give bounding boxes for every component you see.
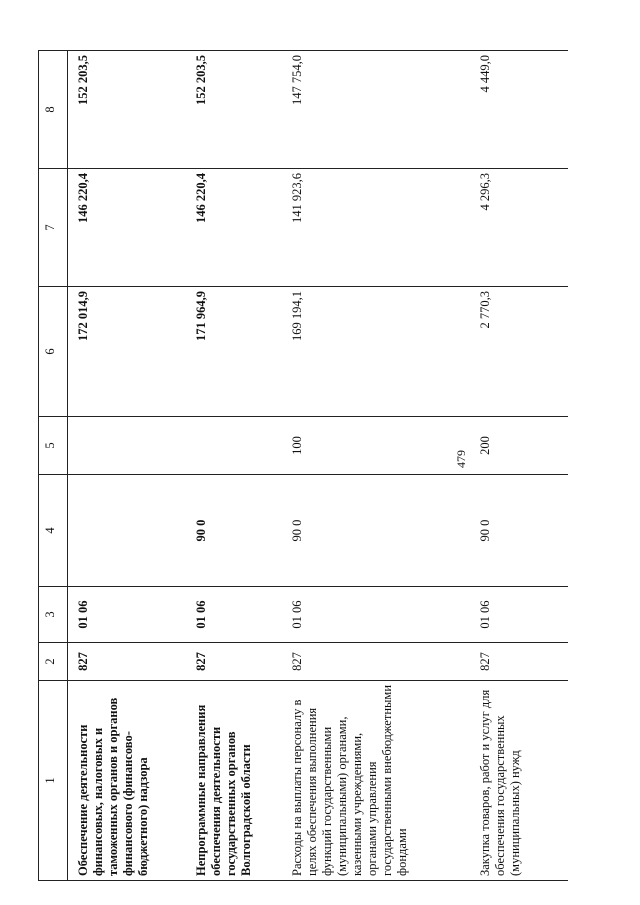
column-header: 3 — [39, 587, 68, 643]
section-code-cell: 01 06 — [470, 587, 568, 643]
budget-table — [38, 50, 568, 881]
row-name-cell: Обеспечение деятельности финансовых, налоговых и таможенных органов и органов финансового (финансово-бюджетного) надзора — [68, 681, 186, 881]
section-code-cell: 01 06 — [186, 587, 282, 643]
sum-year-1-cell: 171 964,9 — [186, 287, 282, 417]
section-code-cell: 01 06 — [68, 587, 186, 643]
table-row — [186, 51, 282, 881]
page-number: 479 — [454, 450, 468, 468]
sum-year-2-cell: 141 923,6 — [282, 169, 470, 287]
row-name-cell: Закупка товаров, работ и услуг для обеспечения государственных (муниципальных) нужд — [470, 681, 568, 881]
sum-year-2-cell: 146 220,4 — [186, 169, 282, 287]
expense-type-cell — [186, 417, 282, 475]
agency-code-cell: 827 — [470, 643, 568, 681]
column-header: 5 — [39, 417, 68, 475]
row-name-cell: Непрограммные направления обеспечения деятельности государственных органов Волгоградской области — [186, 681, 282, 881]
sum-year-2-cell: 146 220,4 — [68, 169, 186, 287]
sum-year-1-cell: 169 194,1 — [282, 287, 470, 417]
agency-code-cell: 827 — [186, 643, 282, 681]
expense-type-cell: 200 — [470, 417, 568, 475]
sum-year-3-cell: 152 203,5 — [186, 51, 282, 169]
sum-year-3-cell: 147 754,0 — [282, 51, 470, 169]
column-header: 6 — [39, 287, 68, 417]
sum-year-1-cell: 172 014,9 — [68, 287, 186, 417]
table-row — [282, 51, 470, 881]
agency-code-cell: 827 — [68, 643, 186, 681]
table-header-row — [39, 51, 68, 881]
row-name-cell: Расходы на выплаты персоналу в целях обеспечения выполнения функций государственными (муниципальными) органами, казенными учреждениями, органами управления государственными внебюджетными фондами — [282, 681, 470, 881]
table-row — [470, 51, 568, 881]
agency-code-cell: 827 — [282, 643, 470, 681]
expense-type-cell: 100 — [282, 417, 470, 475]
column-header: 4 — [39, 475, 68, 587]
column-header: 1 — [39, 681, 68, 881]
target-code-cell: 90 0 — [186, 475, 282, 587]
section-code-cell: 01 06 — [282, 587, 470, 643]
column-header: 7 — [39, 169, 68, 287]
target-code-cell — [68, 475, 186, 587]
target-code-cell: 90 0 — [470, 475, 568, 587]
expense-type-cell — [68, 417, 186, 475]
sum-year-1-cell: 2 770,3 — [470, 287, 568, 417]
sum-year-3-cell: 4 449,0 — [470, 51, 568, 169]
table-row — [68, 51, 186, 881]
sum-year-3-cell: 152 203,5 — [68, 51, 186, 169]
budget-table-container — [38, 51, 594, 881]
column-header: 2 — [39, 643, 68, 681]
sum-year-2-cell: 4 296,3 — [470, 169, 568, 287]
column-header: 8 — [39, 51, 68, 169]
target-code-cell: 90 0 — [282, 475, 470, 587]
